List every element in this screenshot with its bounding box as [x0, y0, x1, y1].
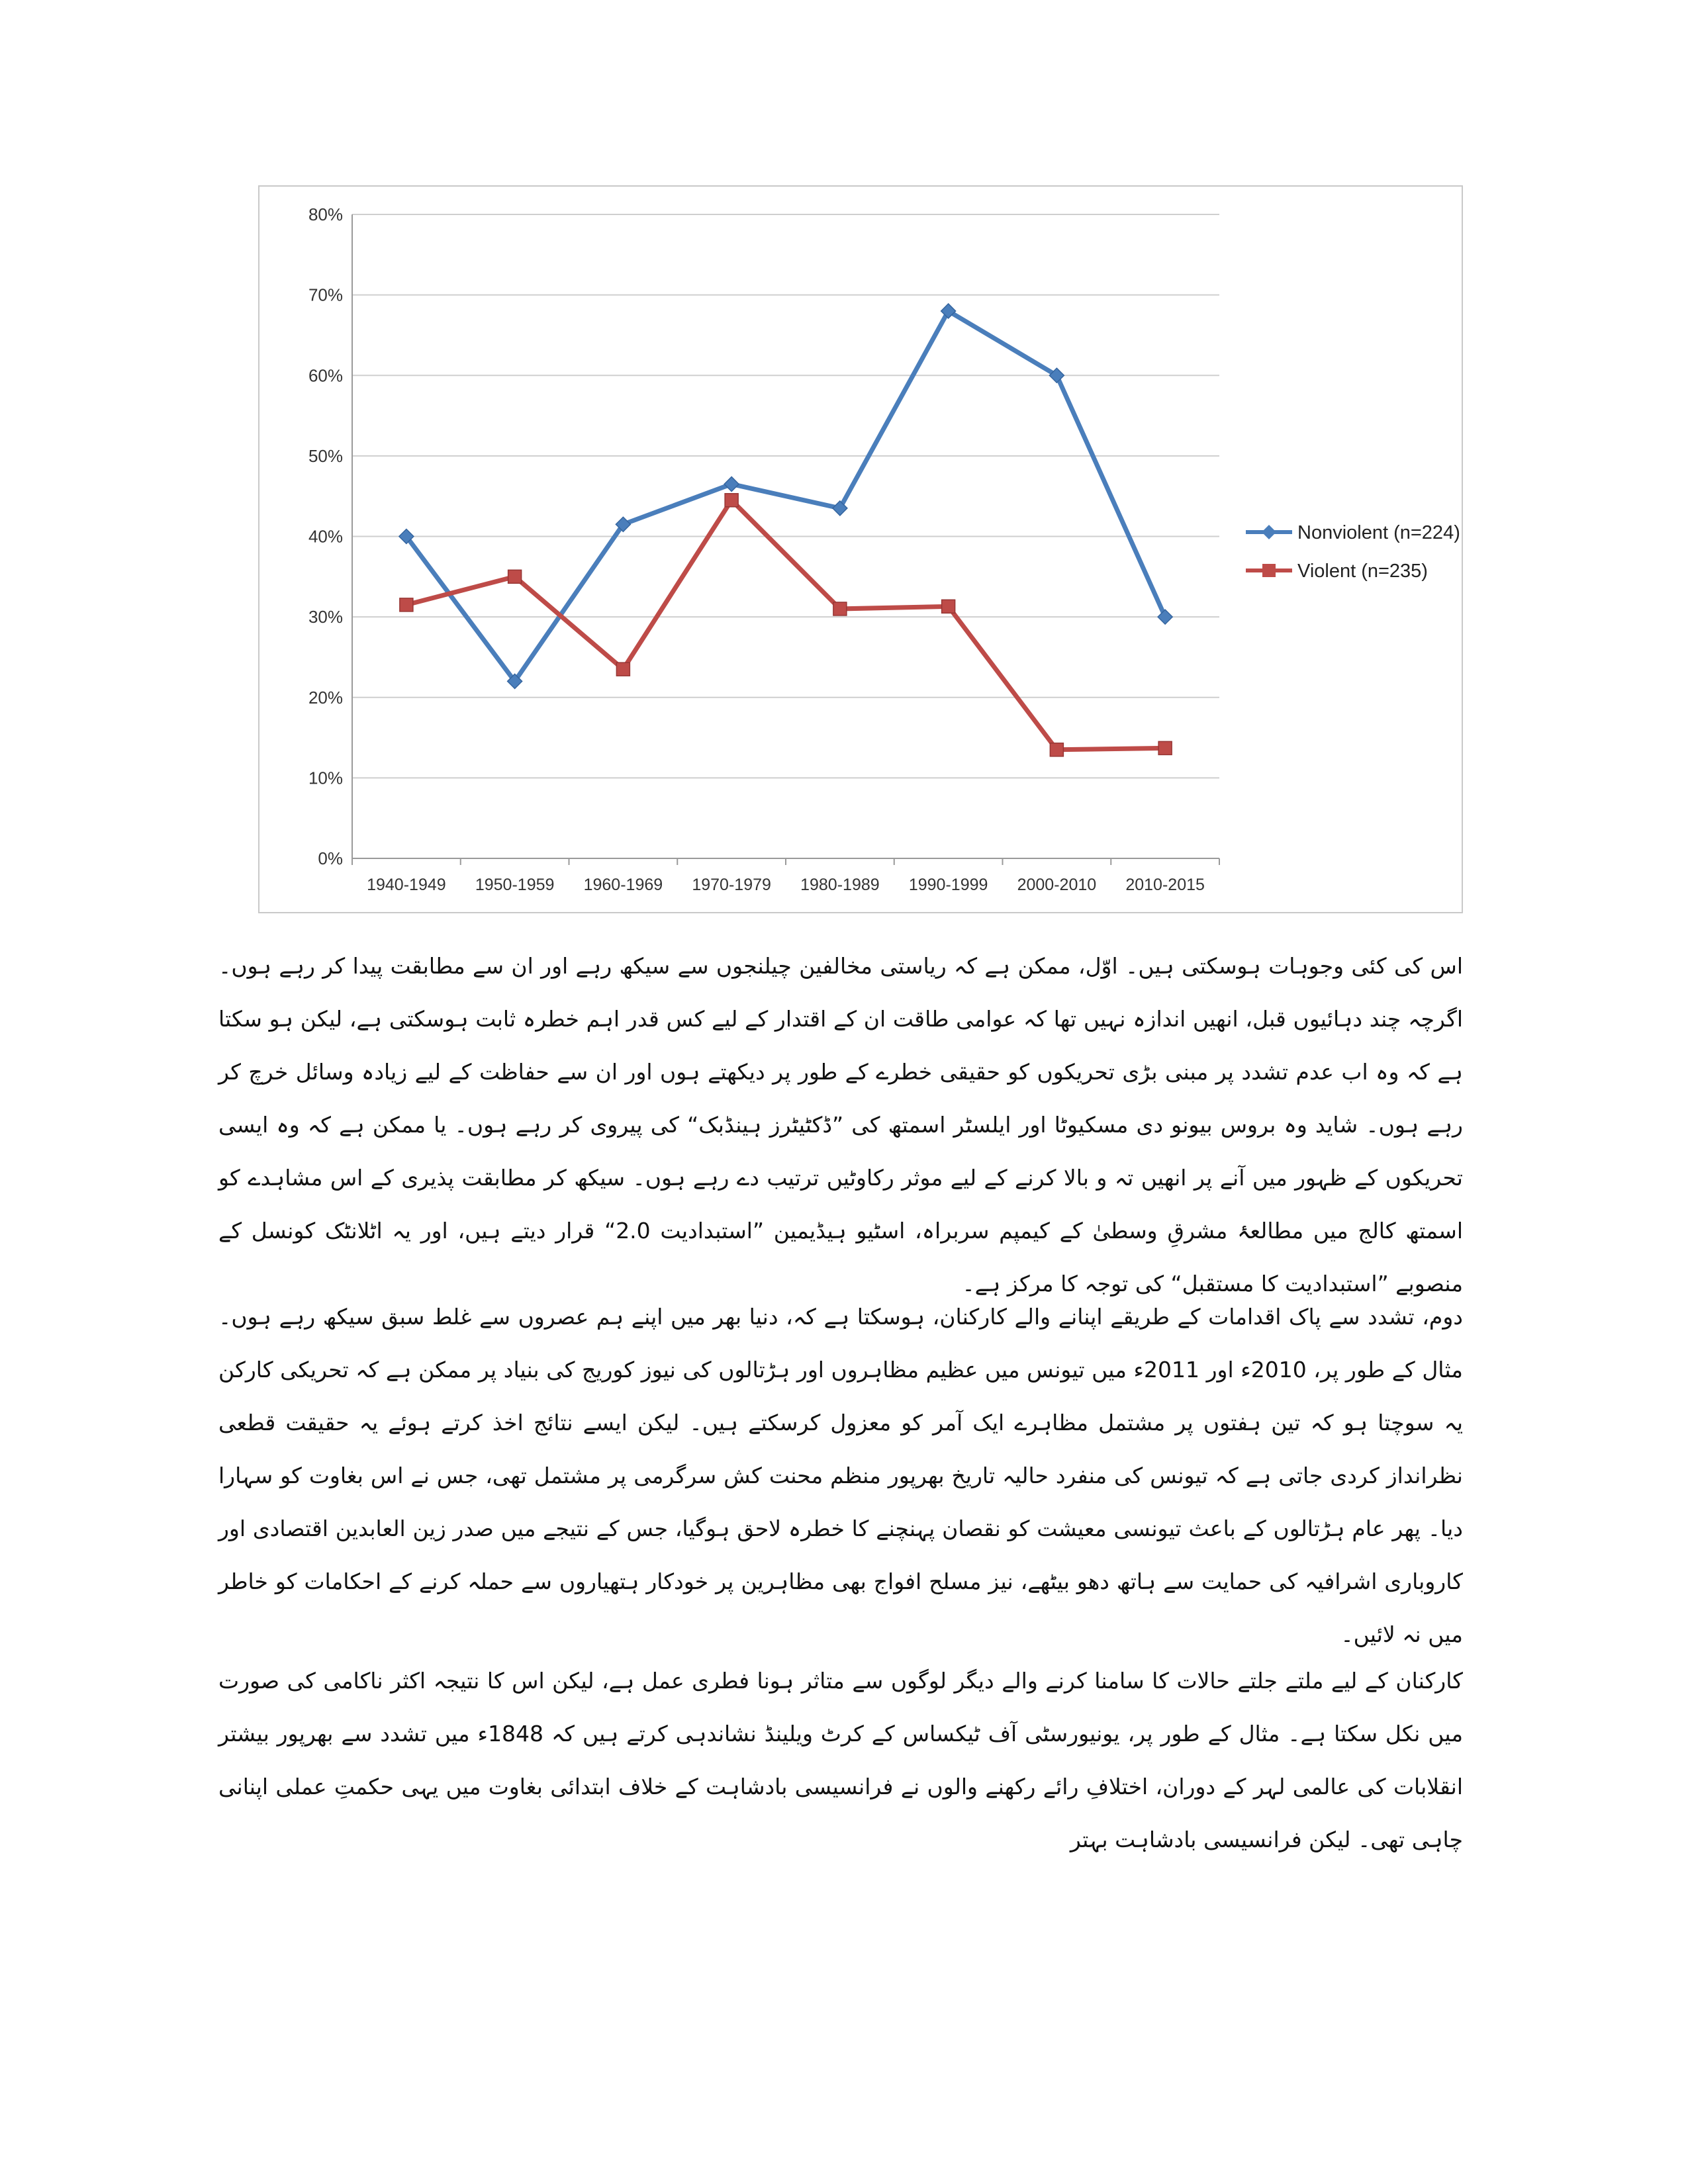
series-line-diamond	[406, 311, 1165, 681]
nonviolent-point	[724, 477, 739, 491]
y-tick-label: 70%	[308, 285, 343, 305]
paragraph-3: کارکنان کے لیے ملتے جلتے حالات کا سامنا کرنے والے دیگر لوگوں سے متاثر ہونا فطری عمل ہے، لیکن اس کا نتیجہ اکثر ناکامی کی صورت میں نکل سکتا ہے۔ مثال کے طور پر، یونیورسٹی آف ٹیکساس کے کرٹ ویلینڈ نشاندہی کرتے ہیں کہ 1848ء میں تشدد سے بھرپور بیشتر انقلابات کی عالمی لہر کے دوران، اختلافِ رائے رکھنے والوں نے فرانسیسی بادشاہت کے خلاف ابتدائی بغاوت میں یہی حکمتِ عملی اپنانی چاہی تھی۔ لیکن فرانسیسی بادشاہت بہتر	[218, 1668, 1464, 1852]
y-tick-label: 0%	[318, 848, 343, 868]
y-tick-label: 30%	[308, 607, 343, 627]
x-tick-label: 1970-1979	[692, 876, 771, 894]
legend-marker-diamond	[1262, 525, 1276, 539]
paragraph-2: دوم، تشدد سے پاک اقدامات کے طریقے اپنانے والے کارکنان، ہوسکتا ہے کہ، دنیا بھر میں اپنے ہم عصروں سے غلط سبق سیکھ رہے ہوں۔ مثال کے طور پر، 2010ء اور 2011ء میں تیونس میں عظیم مظاہروں اور ہڑتالوں کی نیوز کوریج کی بنیاد پر ممکن ہے کہ تحریکی کارکن یہ سوچتا ہو کہ تین ہفتوں پر مشتمل مظاہرے ایک آمر کو معزول کرسکتے ہیں۔ لیکن ایسے نتائج اخذ کرتے ہوئے یہ حقیقت قطعی نظرانداز کردی جاتی ہے کہ تیونس کی منفرد حالیہ تاریخ بھرپور منظم محنت کش سرگرمی پر مشتمل تھی، جس نے اس بغاوت کو سہارا دیا۔ پھر عام ہڑتالوں کے باعث تیونسی معیشت کو نقصان پہنچنے کا خطرہ لاحق ہوگیا، جس کے نتیجے میں صدر زین العابدین اقتصادی اور کاروباری اشرافیہ کی حمایت سے ہاتھ دھو بیٹھے، نیز مسلح افواج بھی مظاہرین پر خودکار ہتھیاروں سے حملہ کرنے کے احکامات کو خاطر میں نہ لائیں۔	[218, 1304, 1463, 1647]
legend-label: Violent (n=235)	[1297, 561, 1428, 582]
y-tick-label: 20%	[308, 687, 343, 707]
line-chart	[258, 185, 1463, 913]
legend-label: Nonviolent (n=224)	[1297, 522, 1460, 543]
x-tick-label: 1980-1989	[800, 876, 880, 894]
y-tick-label: 40%	[308, 526, 343, 547]
paragraph-1: اس کی کئی وجوہات ہوسکتی ہیں۔ اوّل، ممکن ہے کہ ریاستی مخالفین چیلنجوں سے سیکھ رہے اور ان سے مطابقت پیدا کر رہے ہوں۔ اگرچہ چند دہائیوں قبل، انھیں اندازہ نہیں تھا کہ عوامی طاقت ان کے اقتدار کے لیے کس قدر اہم خطرہ ثابت ہوسکتی ہے، لیکن ہو سکتا ہے کہ وہ اب عدم تشدد پر مبنی بڑی تحریکوں کو حقیقی خطرے کے طور پر دیکھتے ہوں اور ان سے حفاظت کے لیے زیادہ وسائل خرچ کر رہے ہوں۔ شاید وہ بروس بیونو دی مسکیوٹا اور ایلسٹر اسمتھ کی ”ڈکٹیٹرز ہینڈبک“ کی پیروی کر رہے ہوں۔ یا ممکن ہے کہ وہ ایسی تحریکوں کے ظہور میں آنے پر انھیں تہ و بالا کرنے کے لیے موثر رکاوٹیں ترتیب دے رہے ہوں۔ سیکھ کر مطابقت پذیری کے اس مشاہدے کو اسمتھ کالج میں مطالعۂ مشرقِ وسطیٰ کے کیمپم سربراہ، اسٹیو ہیڈیمین ”استبدادیت 2.0“ قرار دیتے ہیں، اور یہ اٹلانٹک کونسل کے منصوبے ”استبدادیت کا مستقبل“ کی توجہ کا مرکز ہے۔	[218, 953, 1464, 1297]
violent-point	[508, 570, 522, 583]
y-tick-label: 50%	[308, 445, 343, 466]
x-tick-label: 1950-1959	[475, 876, 555, 894]
violent-point	[725, 494, 738, 507]
x-tick-label: 1940-1949	[367, 876, 446, 894]
x-tick-label: 1960-1969	[583, 876, 663, 894]
nonviolent-point	[1158, 610, 1172, 624]
violent-point	[1050, 743, 1063, 756]
violent-point	[400, 598, 413, 612]
chart-canvas	[259, 187, 1462, 912]
violent-point	[833, 602, 847, 615]
x-tick-label: 1990-1999	[908, 876, 988, 894]
violent-point	[942, 600, 955, 613]
y-tick-label: 80%	[308, 205, 343, 224]
x-tick-label: 2010-2015	[1125, 876, 1205, 894]
x-tick-label: 2000-2010	[1017, 876, 1097, 894]
legend-marker-square	[1262, 564, 1276, 577]
y-tick-label: 10%	[308, 768, 343, 788]
y-tick-label: 60%	[308, 365, 343, 386]
violent-point	[1158, 741, 1172, 754]
violent-point	[616, 662, 630, 676]
series-line-square	[406, 500, 1165, 750]
